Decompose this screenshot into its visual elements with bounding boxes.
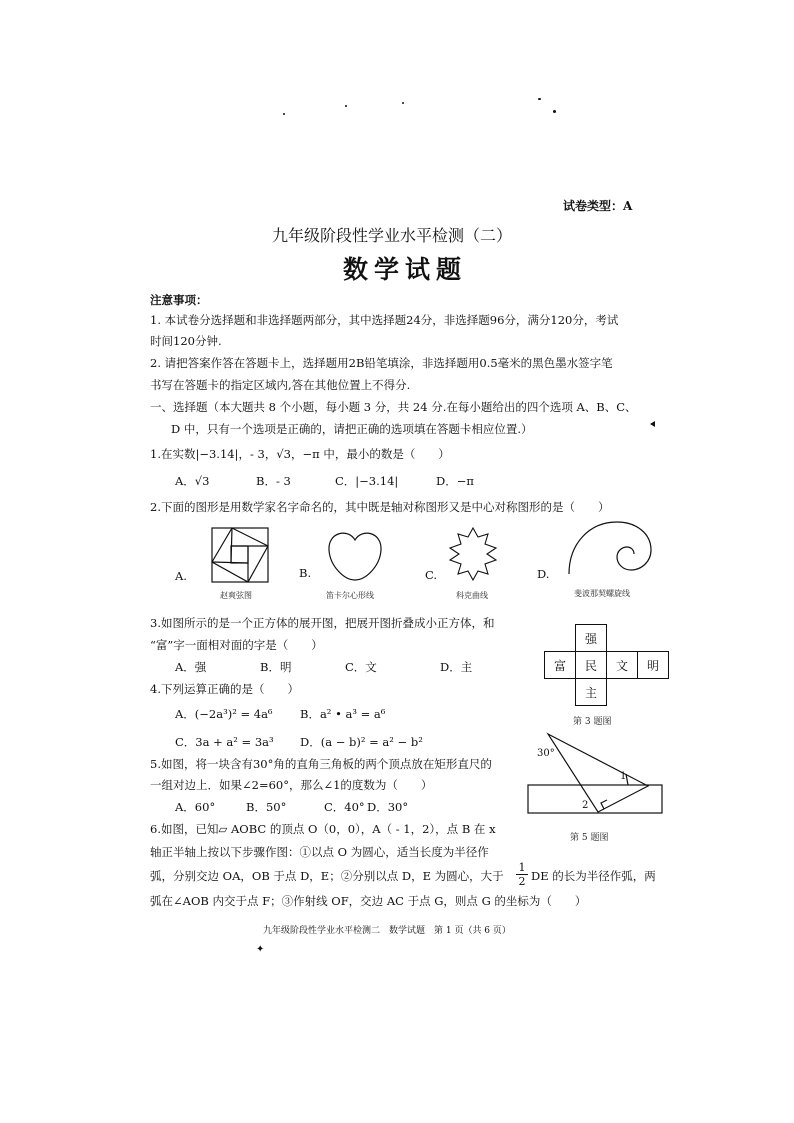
q3-caption: 第 3 题图 [573,717,612,727]
cube-net-face-right1: 文 [606,651,638,679]
cube-net-face-right2: 明 [637,651,669,679]
scan-speck [538,98,541,100]
scan-speck [345,105,347,107]
q4-option-d: D．(a − b)² = a² − b² [300,735,423,749]
q5-angle-30-label: 30° [537,748,555,759]
q2-letter-d: D. [537,567,550,581]
q4-option-b: B．a² • a³ = a⁶ [300,707,386,721]
q5-option-d: D．30° [367,800,409,814]
q5-option-a: A．60° [175,800,216,814]
scan-speck [402,102,404,104]
q1-option-b: B．- 3 [256,474,291,488]
page-footer: 九年级阶段性学业水平检测二 数学试题 第 1 页（共 6 页） [263,926,511,936]
q3-option-b: B．明 [260,660,292,674]
q6-fraction [516,861,528,888]
q4-option-c: C．3a + a² = 3a³ [175,735,274,749]
q5-angle-1-label: 1 [620,771,627,782]
section-heading-cont: D 中，只有一个选项是正确的，请把正确的选项填在答题卡相应位置.） [171,422,533,436]
cube-net-face-top: 强 [575,624,607,652]
q2-caption-c: 科克曲线 [456,591,488,600]
scan-mark: ✦ [256,944,265,955]
q1-stem: 1.在实数|−3.14|，- 3，√3，−π 中，最小的数是（ ） [150,447,450,461]
q5-angle-2-label: 2 [582,800,589,811]
q2-caption-d: 斐波那契螺旋线 [574,589,630,598]
q1-option-a: A．√3 [175,474,210,488]
notice-item-1: 1. 本试卷分选择题和非选择题两部分，其中选择题24分，非选择题96分，满分120分，考试 [150,313,619,327]
q2-letter-c: C. [425,568,438,582]
q3-option-c: C．文 [345,660,377,674]
q5-stem: 5.如图，将一块含有30°角的直角三角板的两个顶点放在矩形直尺的 [150,757,492,771]
q3-stem-cont: “富”字一面相对面的字是（ ） [150,638,323,652]
q3-stem: 3.如图所示的是一个正方体的展开图，把展开图折叠成小正方体，和 [150,616,495,630]
q5-caption: 第 5 题图 [570,833,609,843]
paper-type: 试卷类型：A [563,199,633,213]
q2-letter-b: B. [299,566,312,580]
scan-speck [553,110,556,113]
scan-mark [650,421,655,427]
exam-subtitle: 九年级阶段性学业水平检测（二） [272,226,513,245]
cardioid-curve [326,530,384,582]
scan-speck [283,113,285,115]
notice-item-2-cont: 书写在答题卡的指定区域内,答在其他位置上不得分. [150,378,411,392]
q6-stem-line3: 弧，分别交边 OA，OB 于点 D，E；②分别以点 D，E 为圆心，大于 [150,869,504,883]
q4-stem: 4.下列运算正确的是（ ） [150,682,299,696]
q6-fraction-denominator: 2 [518,875,526,888]
page-title: 数学试题 [343,255,468,284]
q5-stem-cont: 一组对边上．如果∠2=60°，那么∠1的度数为（ ） [150,778,433,792]
koch-snowflake [444,525,502,583]
q5-option-c: C．40° [324,800,365,814]
fibonacci-spiral [565,516,655,576]
q2-stem: 2.下面的图形是用数学家名字命名的，其中既是轴对称图形又是中心对称图形的是（ ） [150,500,610,514]
q2-caption-a: 赵爽弦图 [220,591,252,600]
cube-net-face-center: 民 [575,651,607,679]
q6-stem-line4: 弧在∠AOB 内交于点 F；③作射线 OF，交边 AC 于点 G，则点 G 的坐标为（ ） [150,894,587,908]
q5-option-b: B．50° [246,800,287,814]
q2-letter-a: A. [175,569,187,583]
q6-stem-cont: 轴正半轴上按以下步骤作图：①以点 O 为圆心，适当长度为半径作 [150,845,489,859]
q3-option-d: D．主 [440,660,473,674]
q5-ruler-triangle-figure [526,730,666,816]
q2-caption-b: 笛卡尔心形线 [326,591,374,600]
notice-item-2: 2. 请把答案作答在答题卡上，选择题用2B铅笔填涂，非选择题用0.5毫米的黑色墨水签字笔 [150,356,613,370]
notice-heading: 注意事项： [150,293,208,307]
cube-net-face-bottom: 主 [575,678,607,706]
q6-stem-line3-end: DE 的长为半径作弧，两 [531,869,656,883]
q3-option-a: A．强 [175,660,207,674]
notice-item-1-cont: 时间120分钟. [150,334,222,348]
q6-fraction-numerator: 1 [516,861,528,875]
section-heading: 一、选择题（本大题共 8 个小题，每小题 3 分，共 24 分.在每小题给出的四个选项 A、B、C、 [150,400,637,414]
zhao-shuang-diagram [210,526,270,584]
q1-option-c: C．|−3.14| [335,474,399,488]
q6-stem: 6.如图，已知▱ AOBC 的顶点 O（0，0），A（ - 1，2），点 B 在 x [150,822,496,836]
cube-net-face-left: 富 [544,651,576,679]
q1-option-d: D．−π [436,474,474,488]
q4-option-a: A．(−2a³)² = 4a⁶ [175,707,273,721]
